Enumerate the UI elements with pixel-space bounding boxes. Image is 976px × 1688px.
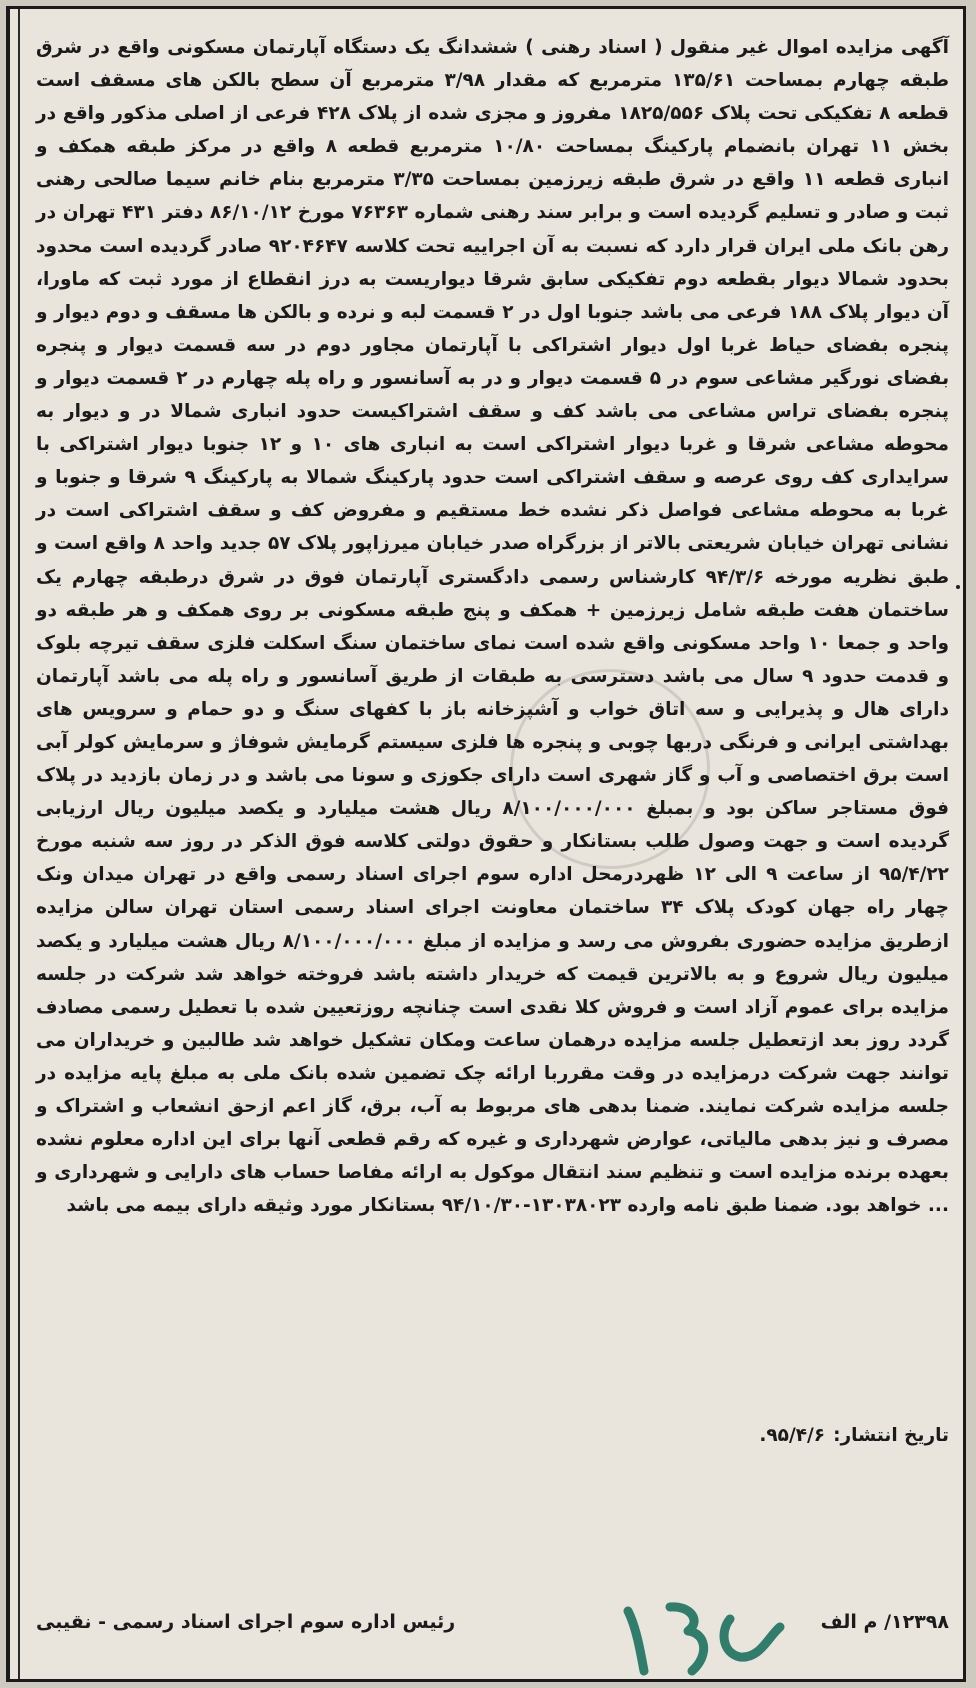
left-border-rule	[18, 9, 20, 1679]
ink-dot	[956, 585, 960, 589]
publish-date: ۹۵/۴/۶.	[759, 1425, 826, 1446]
notice-footer	[36, 1611, 949, 1633]
reference-number: ۱۲۳۹۸/ م الف	[820, 1611, 949, 1633]
signatory-title: رئیس اداره سوم اجرای اسناد رسمی - نقیبی	[36, 1611, 456, 1633]
auction-notice-body: آگهی مزایده اموال غیر منقول ( اسناد رهنی ) ششدانگ یک دستگاه آپارتمان مسکونی واقع در شرق طبقه چهارم بمساحت ۱۳۵/۶۱ مترمربع که مقدار ۳/۹۸ مترمربع آن سطح بالکن های مسقف است قطعه ۸ تفکیکی تحت پلاک ۱۸۲۵/۵۵۶ مفروز و مجزی شده از پلاک ۴۲۸ فرعی از اصلی مذکور واقع در بخش ۱۱ تهران بانضمام پارکینگ بمساحت ۱۰/۸۰ مترمربع قطعه ۸ واقع در مرکز طبقه همکف و انباری قطعه ۱۱ واقع در شرق طبقه زیرزمین بمساحت ۳/۳۵ مترمربع بنام خانم سیما صالحی رهنی ثبت و صادر و تسلیم گردیده است و برابر سند رهنی شماره ۷۶۳۶۳ مورخ ۸۶/۱۰/۱۲ دفتر ۴۳۱ تهران در رهن بانک ملی ایران قرار دارد که نسبت به آن اجراییه تحت کلاسه ۹۲۰۴۶۴۷ صادر گردیده است محدود بحدود شمالا دیوار بقطعه دوم تفکیکی سابق شرقا دیواریست به درز انقطاع از مورد ثبت که ماورا، آن دیوار پلاک ۱۸۸ فرعی می باشد جنوبا اول در ۲ قسمت لبه و نرده و بالکن ها مسقف و دوم دیوار و پنجره بفضای حیاط غربا اول دیوار اشتراکی با آپارتمان مجاور دوم در سه قسمت دیوار و پنجره بفضای نورگیر مشاعی سوم در ۵ قسمت دیوار و در به آسانسور و راه پله چهارم در ۲ قسمت دیوار و پنجره بفضای تراس مشاعی می باشد کف و سقف اشتراکیست حدود انباری شمالا در و دیوار به محوطه مشاعی شرقا و غربا دیوار اشتراکی است به انباری های ۱۰ و ۱۲ جنوبا دیوار اشتراکی با سرایداری کف روی عرصه و سقف اشتراکی است حدود پارکینگ شمالا به پارکینگ ۹ شرقا و جنوبا و غربا به محوطه مشاعی فواصل ذکر نشده خط مستقیم و مفروض کف و سقف اشتراکی است در نشانی تهران خیابان شریعتی بالاتر از بزرگراه صدر خیابان میرزاپور پلاک ۵۷ جدید واحد ۸ واقع است و طبق نظریه مورخه ۹۴/۳/۶ کارشناس رسمی دادگستری آپارتمان فوق در شرق درطبقه چهارم یک ساختمان هفت طبقه شامل زیرزمین + همکف و پنج طبقه مسکونی بر روی همکف و هر طبقه دو واحد و جمعا ۱۰ واحد مسکونی واقع شده است نمای ساختمان سنگ اسکلت فلزی سقف تیرچه بلوک و قدمت حدود ۹ سال می باشد دسترسی به طبقات از طریق آسانسور و راه پله می باشد آپارتمان دارای هال و پذیرایی و سه اتاق خواب و آشپزخانه باز با کفهای سنگ و دو حمام و سرویس های بهداشتی ایرانی و فرنگی دربها چوبی و پنجره ها فلزی سیستم گرمایش شوفاژ و سرمایش کولر آبی است برق اختصاصی و آب و گاز شهری است دارای جکوزی و سونا می باشد و در زمان بازدید در پلاک فوق مستاجر ساکن بود و بمبلغ ۸/۱۰۰/۰۰۰/۰۰۰ ریال هشت میلیارد و یکصد میلیون ریال ارزیابی گردیده است و جهت وصول طلب بستانکار و حقوق دولتی کلاسه فوق الذکر در روز سه شنبه مورخ ۹۵/۴/۲۲ از ساعت ۹ الی ۱۲ ظهردرمحل اداره سوم اجرای اسناد رسمی واقع در تهران میدان ونک چهار راه جهان کودک پلاک ۳۴ ساختمان معاونت اجرای اسناد رسمی استان تهران سالن مزایده ازطریق مزایده حضوری بفروش می رسد و مزایده از مبلغ ۸/۱۰۰/۰۰۰/۰۰۰ ریال هشت میلیارد و یکصد میلیون ریال شروع و به بالاترین قیمت که خریدار داشته باشد فروخته خواهد شد شرکت در جلسه مزایده برای عموم آزاد است و فروش کلا نقدی است چنانچه روزتعیین شده با تعطیل رسمی مصادف گردد روز بعد ازتعطیل جلسه مزایده درهمان ساعت ومکان تشکیل خواهد شد طالبین و خریداران می توانند جهت شرکت درمزایده در وقت مقرربا ارائه چک تضمین شده بانک ملی به مبلغ پایه مزایده در جلسه مزایده شرکت نمایند. ضمنا بدهی های مربوط به آب، برق، گاز اعم ازحق انشعاب و اشتراک و مصرف و نیز بدهی مالیاتی، عوارض شهرداری و غیره که رقم قطعی آنها برای این اداره معلوم نشده بعهده برنده مزایده است و تنظیم سند انتقال موکول به ارائه مفاصا حساب های دارایی و شهرداری و ... خواهد بود. ضمنا طبق نامه وارده ۱۳۰۳۸۰۲۳-۹۴/۱۰/۳۰ بستانکار مورد وثیقه دارای بیمه می باشد	[36, 37, 950, 1217]
publish-date-line	[759, 1419, 949, 1452]
handwritten-number-stamp	[610, 1597, 800, 1677]
publish-date-label: تاریخ انتشار:	[833, 1425, 949, 1446]
newspaper-clipping	[6, 6, 966, 1682]
